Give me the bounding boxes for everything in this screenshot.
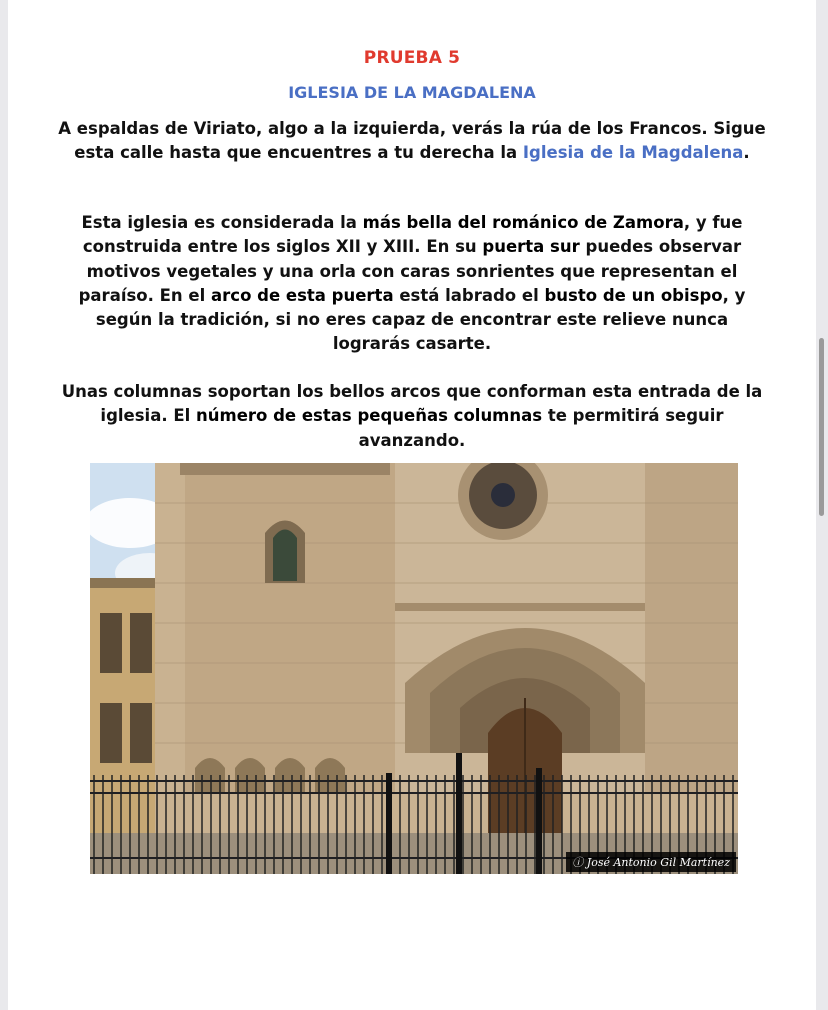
bold-text: arco de esta puerta [211, 285, 394, 305]
photo-credit [566, 852, 736, 872]
text: . [743, 143, 750, 163]
church-link[interactable]: Iglesia de la Magdalena [522, 143, 744, 163]
bold-text: más bella del románico de Zamora [362, 213, 684, 232]
text: puedes observar motivos vegetales y una orla con caras sonrientes que representan el paraíso. En el [78, 237, 742, 305]
text: Esta iglesia es considerada la [81, 213, 363, 232]
bold-text: número de estas pequeñas columnas [196, 406, 543, 426]
text: Unas columnas soportan los bellos arcos que conforman esta entrada de la iglesia. El [61, 382, 763, 426]
vertical-scrollbar[interactable] [819, 338, 824, 516]
text: te permitirá seguir avanzando. [358, 406, 724, 450]
text: , y según la tradición, si no eres capaz de encontrar este relieve nunca lograrás casarte. [95, 285, 746, 354]
bold-text: busto de un obispo [544, 285, 723, 305]
bold-text: puerta sur [482, 237, 580, 257]
paragraph-directions [58, 117, 766, 166]
paragraph-description [58, 211, 766, 357]
copyright-icon: ⓘ [572, 856, 587, 869]
page-title: PRUEBA 5 [363, 48, 461, 68]
photo-credit-text: José Antonio Gil Martínez [586, 856, 730, 869]
text: A espaldas de Viriato, algo a la izquierda, verás la rúa de los Francos. Sigue esta calle hasta que encuentres a tu derecha la [58, 119, 766, 163]
document-page [8, 0, 816, 1010]
text: , y fue construida entre los siglos XII y XIII. En su [82, 213, 743, 257]
church-photo [90, 463, 738, 874]
church-illustration [90, 463, 738, 874]
text: está labrado el [393, 285, 545, 305]
page-subtitle: IGLESIA DE LA MAGDALENA [288, 83, 536, 102]
paragraph-columns [58, 380, 766, 453]
